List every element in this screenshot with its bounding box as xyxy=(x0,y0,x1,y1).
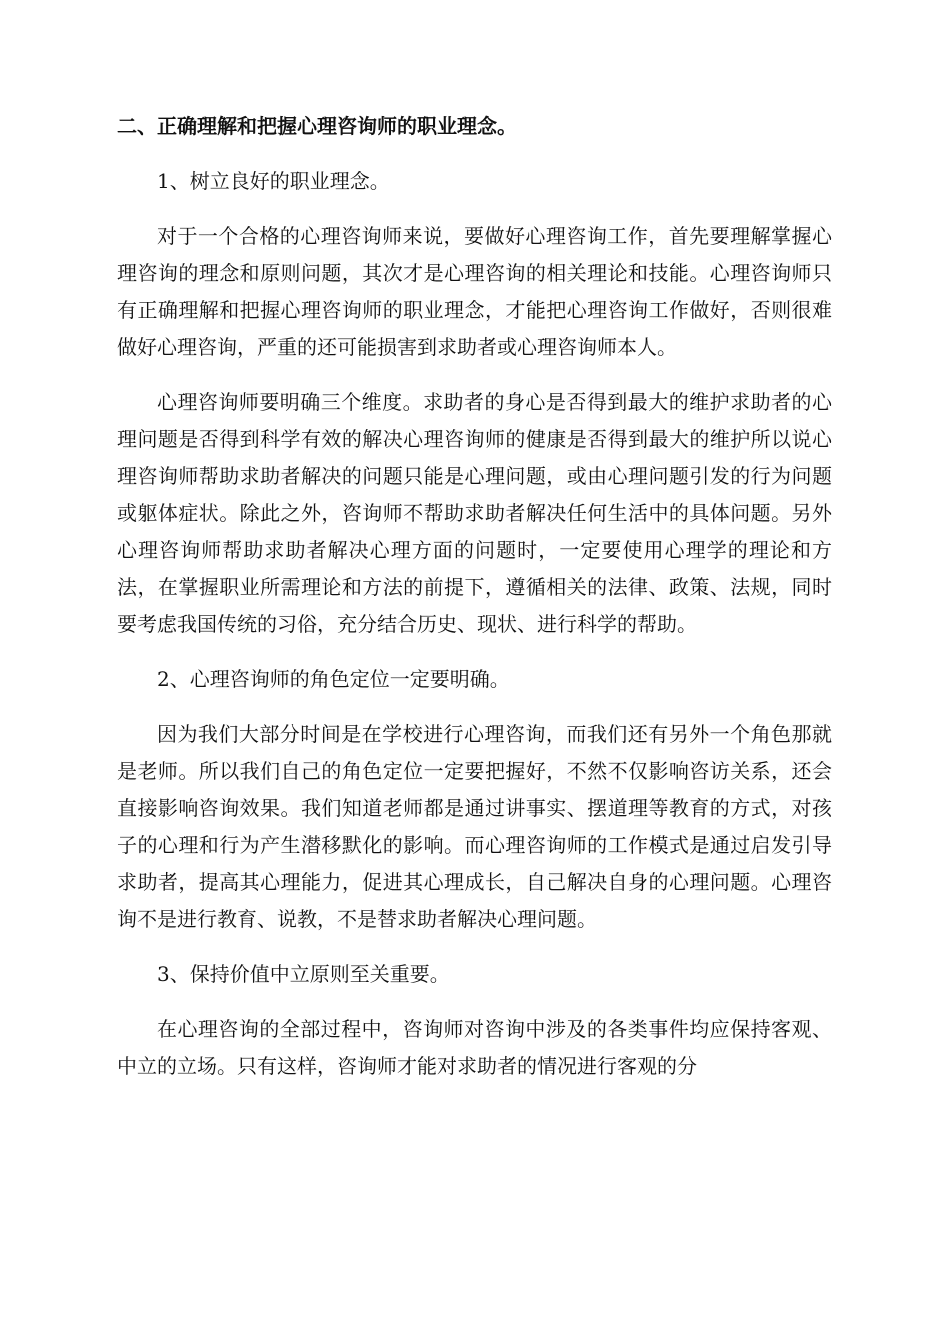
paragraph: 在心理咨询的全部过程中，咨询师对咨询中涉及的各类事件均应保持客观、中立的立场。只有这样，咨询师才能对求助者的情况进行客观的分 xyxy=(117,1017,832,1078)
document-body xyxy=(117,108,832,1103)
section-heading: 二、正确理解和把握心理咨询师的职业理念。 xyxy=(117,114,517,138)
paragraph: 心理咨询师要明确三个维度。求助者的身心是否得到最大的维护求助者的心理问题是否得到科学有效的解决心理咨询师的健康是否得到最大的维护所以说心理咨询师帮助求助者解决的问题只能是心理问题，或由心理问题引发的行为问题或躯体症状。除此之外，咨询师不帮助求助者解决任何生活中的具体问题。另外心理咨询师帮助求助者解决心理方面的问题时，一定要使用心理学的理论和方法，在掌握职业所需理论和方法的前提下，遵循相关的法律、政策、法规，同时要考虑我国传统的习俗，充分结合历史、现状、进行科学的帮助。 xyxy=(117,390,832,636)
paragraph: 因为我们大部分时间是在学校进行心理咨询，而我们还有另外一个角色那就是老师。所以我们自己的角色定位一定要把握好，不然不仅影响咨访关系，还会直接影响咨询效果。我们知道老师都是通过讲事实、摆道理等教育的方式，对孩子的心理和行为产生潜移默化的影响。而心理咨询师的工作模式是通过启发引导求助者，提高其心理能力，促进其心理成长，自己解决自身的心理问题。心理咨询不是进行教育、说教，不是替求助者解决心理问题。 xyxy=(117,722,832,931)
subheading-1: 1、树立良好的职业理念。 xyxy=(157,169,390,193)
subheading-2: 2、心理咨询师的角色定位一定要明确。 xyxy=(157,667,510,691)
subheading-3: 3、保持价值中立原则至关重要。 xyxy=(157,962,450,986)
paragraph: 对于一个合格的心理咨询师来说，要做好心理咨询工作，首先要理解掌握心理咨询的理念和原则问题，其次才是心理咨询的相关理论和技能。心理咨询师只有正确理解和把握心理咨询师的职业理念，才能把心理咨询工作做好，否则很难做好心理咨询，严重的还可能损害到求助者或心理咨询师本人。 xyxy=(117,224,832,359)
